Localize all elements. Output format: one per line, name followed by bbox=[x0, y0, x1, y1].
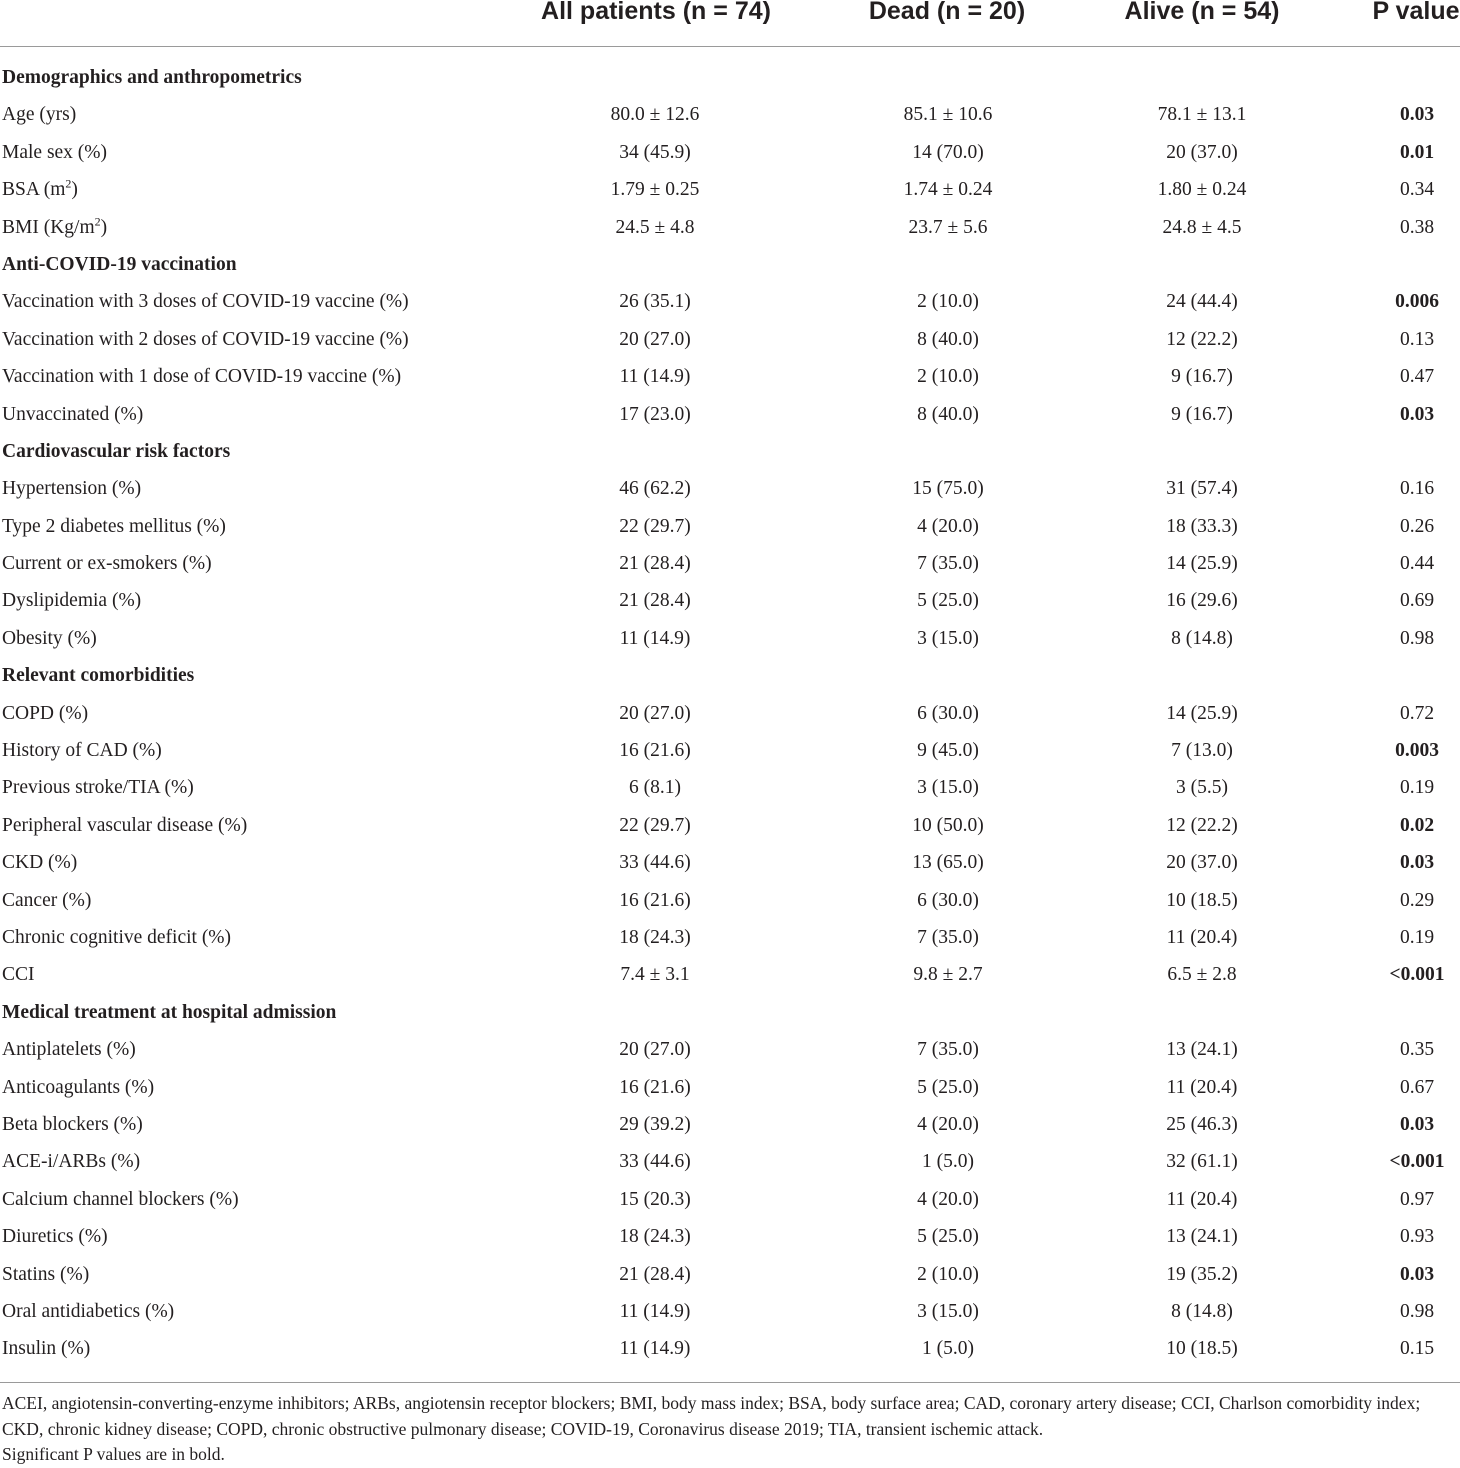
table-row bbox=[0, 209, 1460, 246]
section-heading bbox=[2, 59, 302, 96]
table-row bbox=[0, 1256, 1460, 1293]
cell-dead: 8 (40.0) bbox=[917, 328, 979, 350]
header-p-value: P value bbox=[1372, 0, 1460, 25]
cell-p-value: 0.29 bbox=[1399, 889, 1435, 911]
cell-alive: 11 (20.4) bbox=[1166, 926, 1238, 948]
table-row bbox=[0, 1106, 1460, 1143]
cell-all-patients: 20 (27.0) bbox=[619, 702, 691, 724]
table-row bbox=[0, 1181, 1460, 1218]
cell-alive: 24.8 ± 4.5 bbox=[1162, 216, 1242, 238]
table-row bbox=[0, 545, 1460, 582]
header-all-patients: All patients (n = 74) bbox=[541, 0, 771, 25]
cell-p-value: 0.44 bbox=[1399, 553, 1435, 575]
cell-all-patients: 20 (27.0) bbox=[619, 328, 691, 350]
table-row bbox=[0, 96, 1460, 133]
row-label-text: Hypertension (%) bbox=[2, 478, 142, 500]
cell-dead: 1.74 ± 0.24 bbox=[903, 179, 993, 201]
row-label bbox=[2, 1330, 90, 1367]
table-row bbox=[0, 134, 1460, 171]
section-heading-row bbox=[0, 657, 1460, 694]
row-label-text: Vaccination with 3 doses of COVID-19 vaccine (%) bbox=[2, 291, 409, 313]
cell-alive: 13 (24.1) bbox=[1166, 1039, 1238, 1061]
cell-alive: 16 (29.6) bbox=[1166, 590, 1238, 612]
row-label-text: CCI bbox=[2, 964, 35, 986]
cell-alive: 9 (16.7) bbox=[1171, 403, 1233, 425]
row-label-text: Antiplatelets (%) bbox=[2, 1039, 136, 1061]
table-row bbox=[0, 582, 1460, 619]
row-label-text: Anticoagulants (%) bbox=[2, 1076, 155, 1098]
cell-all-patients: 11 (14.9) bbox=[619, 627, 691, 649]
cell-dead: 7 (35.0) bbox=[917, 553, 979, 575]
cell-alive: 11 (20.4) bbox=[1166, 1188, 1238, 1210]
cell-dead: 5 (25.0) bbox=[917, 1076, 979, 1098]
table-row bbox=[0, 956, 1460, 993]
cell-alive: 14 (25.9) bbox=[1166, 702, 1238, 724]
row-label bbox=[2, 321, 409, 358]
cell-all-patients: 21 (28.4) bbox=[619, 553, 691, 575]
table-bottom-rule bbox=[0, 1382, 1460, 1383]
cell-all-patients: 21 (28.4) bbox=[619, 590, 691, 612]
cell-p-value: 0.93 bbox=[1399, 1226, 1435, 1248]
cell-p-value: 0.15 bbox=[1399, 1338, 1435, 1360]
cell-all-patients: 22 (29.7) bbox=[619, 515, 691, 537]
cell-all-patients: 11 (14.9) bbox=[619, 366, 691, 388]
header-alive: Alive (n = 54) bbox=[1124, 0, 1280, 25]
cell-dead: 23.7 ± 5.6 bbox=[908, 216, 988, 238]
cell-dead: 1 (5.0) bbox=[922, 1338, 974, 1360]
cell-p-value: 0.26 bbox=[1399, 515, 1435, 537]
row-label bbox=[2, 844, 77, 881]
row-label-text: ACE-i/ARBs (%) bbox=[2, 1151, 141, 1173]
row-label bbox=[2, 1218, 108, 1255]
cell-dead: 7 (35.0) bbox=[917, 926, 979, 948]
row-label-text: Oral antidiabetics (%) bbox=[2, 1300, 175, 1322]
row-label-text: COPD (%) bbox=[2, 702, 89, 724]
cell-all-patients: 22 (29.7) bbox=[619, 814, 691, 836]
cell-dead: 6 (30.0) bbox=[917, 889, 979, 911]
row-label bbox=[2, 396, 143, 433]
table-row bbox=[0, 171, 1460, 208]
table-row bbox=[0, 769, 1460, 806]
cell-dead: 4 (20.0) bbox=[917, 515, 979, 537]
cell-dead: 9 (45.0) bbox=[917, 740, 979, 762]
cell-alive: 12 (22.2) bbox=[1166, 814, 1238, 836]
row-label bbox=[2, 545, 212, 582]
cell-dead: 6 (30.0) bbox=[917, 702, 979, 724]
cell-alive: 19 (35.2) bbox=[1166, 1263, 1238, 1285]
table-row bbox=[0, 807, 1460, 844]
cell-p-value: 0.02 bbox=[1399, 814, 1435, 836]
row-label-text: Calcium channel blockers (%) bbox=[2, 1188, 239, 1210]
cell-p-value: 0.98 bbox=[1399, 1300, 1435, 1322]
row-label-text: Medical treatment at hospital admission bbox=[2, 1001, 337, 1023]
header-dead: Dead (n = 20) bbox=[868, 0, 1026, 25]
cell-dead: 2 (10.0) bbox=[917, 1263, 979, 1285]
table-row bbox=[0, 620, 1460, 657]
cell-p-value: 0.35 bbox=[1399, 1039, 1435, 1061]
cell-all-patients: 17 (23.0) bbox=[619, 403, 691, 425]
table-row bbox=[0, 283, 1460, 320]
cell-all-patients: 1.79 ± 0.25 bbox=[610, 179, 700, 201]
cell-p-value: <0.001 bbox=[1389, 964, 1445, 986]
footnote-significance: Significant P values are in bold. bbox=[2, 1444, 225, 1464]
cell-p-value: 0.34 bbox=[1399, 179, 1435, 201]
table-header bbox=[0, 0, 1460, 47]
cell-alive: 1.80 ± 0.24 bbox=[1157, 179, 1247, 201]
cell-all-patients: 16 (21.6) bbox=[619, 1076, 691, 1098]
row-label-suffix: ) bbox=[71, 179, 78, 201]
row-label bbox=[2, 283, 409, 320]
cell-dead: 8 (40.0) bbox=[917, 403, 979, 425]
section-heading-row bbox=[0, 994, 1460, 1031]
cell-alive: 25 (46.3) bbox=[1166, 1113, 1238, 1135]
cell-alive: 10 (18.5) bbox=[1166, 889, 1238, 911]
row-label-text: Vaccination with 1 dose of COVID-19 vaccine (%) bbox=[2, 366, 402, 388]
superscript: 2 bbox=[94, 214, 101, 229]
row-label-text: BSA (m bbox=[2, 179, 66, 201]
row-label-text: Previous stroke/TIA (%) bbox=[2, 777, 194, 799]
row-label bbox=[2, 769, 194, 806]
cell-alive: 13 (24.1) bbox=[1166, 1226, 1238, 1248]
cell-all-patients: 26 (35.1) bbox=[619, 291, 691, 313]
cell-all-patients: 11 (14.9) bbox=[619, 1300, 691, 1322]
cell-all-patients: 20 (27.0) bbox=[619, 1039, 691, 1061]
cell-p-value: 0.01 bbox=[1399, 141, 1435, 163]
cell-alive: 24 (44.4) bbox=[1166, 291, 1238, 313]
cell-all-patients: 11 (14.9) bbox=[619, 1338, 691, 1360]
cell-dead: 3 (15.0) bbox=[917, 777, 979, 799]
table-row bbox=[0, 321, 1460, 358]
row-label bbox=[2, 582, 141, 619]
table-row bbox=[0, 919, 1460, 956]
cell-all-patients: 15 (20.3) bbox=[619, 1188, 691, 1210]
cell-alive: 20 (37.0) bbox=[1166, 852, 1238, 874]
cell-all-patients: 80.0 ± 12.6 bbox=[610, 104, 700, 126]
cell-all-patients: 16 (21.6) bbox=[619, 740, 691, 762]
cell-all-patients: 16 (21.6) bbox=[619, 889, 691, 911]
cell-alive: 20 (37.0) bbox=[1166, 141, 1238, 163]
row-label-text: Cardiovascular risk factors bbox=[2, 440, 231, 462]
cell-dead: 2 (10.0) bbox=[917, 291, 979, 313]
cell-alive: 3 (5.5) bbox=[1176, 777, 1228, 799]
cell-p-value: 0.003 bbox=[1395, 740, 1439, 762]
cell-p-value: 0.03 bbox=[1399, 104, 1435, 126]
section-heading-row bbox=[0, 59, 1460, 96]
row-label-text: Unvaccinated (%) bbox=[2, 403, 144, 425]
row-label-text: Peripheral vascular disease (%) bbox=[2, 814, 248, 836]
cell-alive: 78.1 ± 13.1 bbox=[1157, 104, 1247, 126]
table-row bbox=[0, 1330, 1460, 1367]
table-row bbox=[0, 882, 1460, 919]
row-label-text: Type 2 diabetes mellitus (%) bbox=[2, 515, 226, 537]
cell-dead: 9.8 ± 2.7 bbox=[913, 964, 983, 986]
cell-p-value: 0.006 bbox=[1395, 291, 1439, 313]
row-label bbox=[2, 1256, 89, 1293]
cell-dead: 5 (25.0) bbox=[917, 590, 979, 612]
cell-all-patients: 6 (8.1) bbox=[629, 777, 681, 799]
cell-dead: 4 (20.0) bbox=[917, 1188, 979, 1210]
cell-p-value: 0.19 bbox=[1399, 926, 1435, 948]
row-label-text: Chronic cognitive deficit (%) bbox=[2, 926, 232, 948]
cell-p-value: 0.38 bbox=[1399, 216, 1435, 238]
cell-alive: 10 (18.5) bbox=[1166, 1338, 1238, 1360]
row-label bbox=[2, 470, 141, 507]
row-label bbox=[2, 620, 97, 657]
cell-alive: 7 (13.0) bbox=[1171, 740, 1233, 762]
row-label-text: Relevant comorbidities bbox=[2, 665, 195, 687]
cell-alive: 9 (16.7) bbox=[1171, 366, 1233, 388]
cell-all-patients: 18 (24.3) bbox=[619, 926, 691, 948]
section-heading bbox=[2, 657, 194, 694]
row-label-text: CKD (%) bbox=[2, 852, 78, 874]
row-label-text: Diuretics (%) bbox=[2, 1226, 108, 1248]
cell-alive: 14 (25.9) bbox=[1166, 553, 1238, 575]
cell-dead: 14 (70.0) bbox=[912, 141, 984, 163]
row-label bbox=[2, 956, 35, 993]
cell-alive: 31 (57.4) bbox=[1166, 478, 1238, 500]
cell-p-value: 0.72 bbox=[1399, 702, 1435, 724]
cell-all-patients: 33 (44.6) bbox=[619, 852, 691, 874]
table-row bbox=[0, 470, 1460, 507]
row-label-text: Current or ex-smokers (%) bbox=[2, 553, 212, 575]
cell-dead: 3 (15.0) bbox=[917, 1300, 979, 1322]
row-label-text: BMI (Kg/m bbox=[2, 216, 95, 238]
row-label bbox=[2, 171, 78, 208]
cell-alive: 18 (33.3) bbox=[1166, 515, 1238, 537]
row-label-text: Male sex (%) bbox=[2, 141, 108, 163]
row-label-text: Cancer (%) bbox=[2, 889, 92, 911]
cell-p-value: 0.03 bbox=[1399, 1113, 1435, 1135]
row-label-text: History of CAD (%) bbox=[2, 740, 162, 762]
section-heading bbox=[2, 246, 237, 283]
table-row bbox=[0, 1031, 1460, 1068]
row-label-text: Dyslipidemia (%) bbox=[2, 590, 142, 612]
cell-all-patients: 24.5 ± 4.8 bbox=[615, 216, 695, 238]
row-label bbox=[2, 1293, 174, 1330]
row-label bbox=[2, 1106, 143, 1143]
table-row bbox=[0, 396, 1460, 433]
table-row bbox=[0, 695, 1460, 732]
cell-dead: 5 (25.0) bbox=[917, 1226, 979, 1248]
cell-dead: 7 (35.0) bbox=[917, 1039, 979, 1061]
row-label-text: Demographics and anthropometrics bbox=[2, 67, 302, 88]
cell-all-patients: 18 (24.3) bbox=[619, 1226, 691, 1248]
row-label bbox=[2, 732, 162, 769]
cell-alive: 32 (61.1) bbox=[1166, 1151, 1238, 1173]
cell-dead: 10 (50.0) bbox=[912, 814, 984, 836]
row-label bbox=[2, 134, 107, 171]
cell-p-value: 0.13 bbox=[1399, 328, 1435, 350]
cell-alive: 6.5 ± 2.8 bbox=[1167, 964, 1237, 986]
section-heading-row bbox=[0, 246, 1460, 283]
section-heading-row bbox=[0, 433, 1460, 470]
row-label-text: Anti-COVID-19 vaccination bbox=[2, 253, 237, 275]
row-label-text: Vaccination with 2 doses of COVID-19 vaccine (%) bbox=[2, 328, 409, 350]
cell-dead: 1 (5.0) bbox=[922, 1151, 974, 1173]
row-label bbox=[2, 807, 247, 844]
cell-p-value: <0.001 bbox=[1389, 1151, 1445, 1173]
cell-dead: 4 (20.0) bbox=[917, 1113, 979, 1135]
cell-dead: 85.1 ± 10.6 bbox=[903, 104, 993, 126]
row-label bbox=[2, 695, 88, 732]
cell-p-value: 0.19 bbox=[1399, 777, 1435, 799]
cell-all-patients: 46 (62.2) bbox=[619, 478, 691, 500]
row-label-text: Obesity (%) bbox=[2, 627, 97, 649]
table-row bbox=[0, 1293, 1460, 1330]
cell-p-value: 0.67 bbox=[1399, 1076, 1435, 1098]
cell-all-patients: 33 (44.6) bbox=[619, 1151, 691, 1173]
cell-alive: 8 (14.8) bbox=[1171, 627, 1233, 649]
cell-all-patients: 7.4 ± 3.1 bbox=[620, 964, 690, 986]
cell-dead: 2 (10.0) bbox=[917, 366, 979, 388]
table-row bbox=[0, 358, 1460, 395]
row-label-text: Beta blockers (%) bbox=[2, 1113, 143, 1135]
cell-all-patients: 21 (28.4) bbox=[619, 1263, 691, 1285]
footnote-abbreviations: ACEI, angiotensin-converting-enzyme inhibitors; ARBs, angiotensin receptor blockers; BMI, body mass index; BSA, body surface area; CAD, coronary artery disease; CCI, Charlson comorbidity index; CKD, chronic kidney disease; COPD, chronic obstructive pulmonary disease; COVID-19, Coronavirus disease 2019; TIA, transient ischemic attack. bbox=[2, 1393, 1421, 1439]
cell-p-value: 0.16 bbox=[1399, 478, 1435, 500]
cell-alive: 11 (20.4) bbox=[1166, 1076, 1238, 1098]
cell-p-value: 0.97 bbox=[1399, 1188, 1435, 1210]
table-row bbox=[0, 1143, 1460, 1180]
row-label bbox=[2, 209, 107, 246]
table-footnote bbox=[2, 1391, 1458, 1468]
cell-alive: 12 (22.2) bbox=[1166, 328, 1238, 350]
table-row bbox=[0, 732, 1460, 769]
table-body bbox=[0, 59, 1460, 1368]
row-label bbox=[2, 1181, 239, 1218]
table-row bbox=[0, 1218, 1460, 1255]
row-label bbox=[2, 1143, 140, 1180]
table-row bbox=[0, 844, 1460, 881]
row-label bbox=[2, 1031, 136, 1068]
row-label bbox=[2, 1069, 154, 1106]
section-heading bbox=[2, 994, 336, 1031]
row-label bbox=[2, 358, 401, 395]
row-label-text: Statins (%) bbox=[2, 1263, 90, 1285]
row-label-suffix: ) bbox=[100, 216, 108, 238]
cell-p-value: 0.69 bbox=[1399, 590, 1435, 612]
cell-dead: 13 (65.0) bbox=[912, 852, 984, 874]
row-label bbox=[2, 96, 76, 133]
cell-p-value: 0.47 bbox=[1399, 366, 1435, 388]
table-row bbox=[0, 1069, 1460, 1106]
cell-p-value: 0.03 bbox=[1399, 403, 1435, 425]
section-heading bbox=[2, 433, 230, 470]
row-label bbox=[2, 919, 231, 956]
row-label-text: Insulin (%) bbox=[2, 1338, 91, 1360]
cell-p-value: 0.98 bbox=[1399, 627, 1435, 649]
cell-p-value: 0.03 bbox=[1399, 852, 1435, 874]
cell-all-patients: 34 (45.9) bbox=[619, 141, 691, 163]
row-label-text: Age (yrs) bbox=[2, 104, 77, 126]
cell-alive: 8 (14.8) bbox=[1171, 1300, 1233, 1322]
table-row bbox=[0, 508, 1460, 545]
cell-all-patients: 29 (39.2) bbox=[619, 1113, 691, 1135]
row-label bbox=[2, 882, 91, 919]
cell-p-value: 0.03 bbox=[1399, 1263, 1435, 1285]
superscript: 2 bbox=[65, 176, 72, 191]
row-label bbox=[2, 508, 226, 545]
cell-dead: 3 (15.0) bbox=[917, 627, 979, 649]
cell-dead: 15 (75.0) bbox=[912, 478, 984, 500]
